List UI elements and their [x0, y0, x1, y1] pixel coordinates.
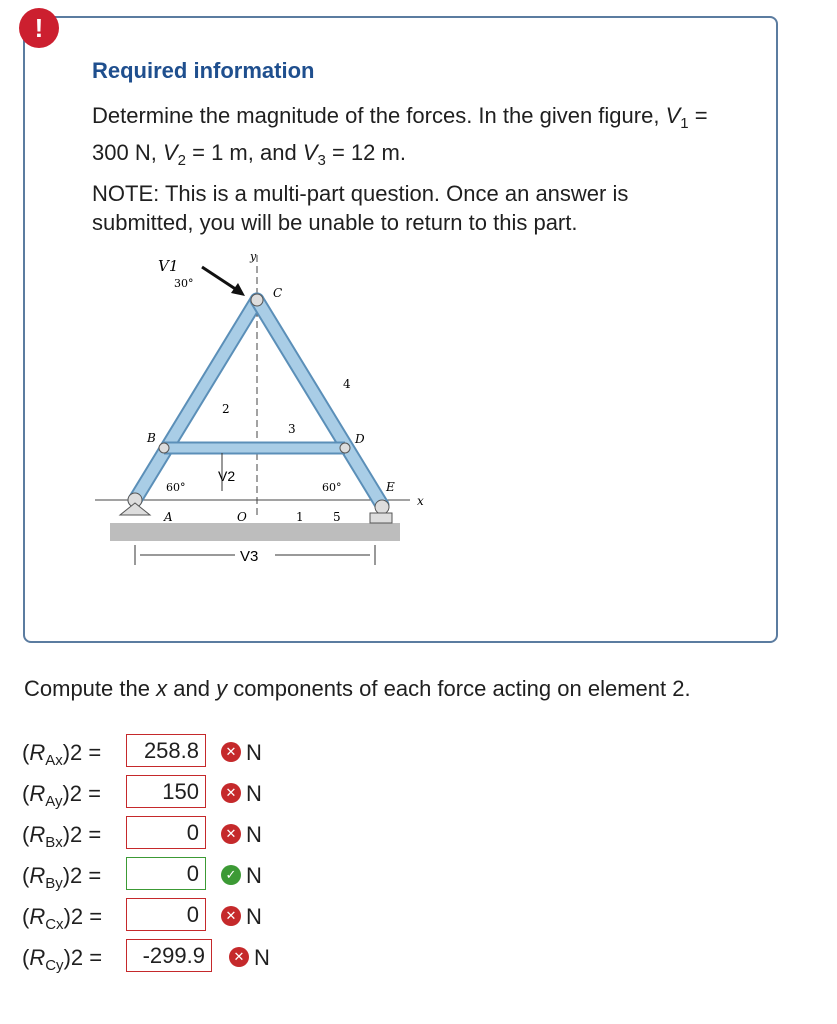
answer-sub: Bx — [45, 834, 63, 851]
label-c: C — [273, 286, 283, 300]
pin-b — [159, 443, 169, 453]
truss-figure — [90, 245, 435, 585]
answer-sub: Ay — [45, 793, 63, 810]
unit-label: N — [246, 863, 262, 888]
unit-label: N — [246, 904, 262, 929]
var-v2-sub: 2 — [177, 152, 186, 169]
incorrect-icon: ✕ — [221, 783, 241, 803]
label-angle-30: 30° — [174, 277, 194, 290]
answer-suffix: )2 = — [62, 740, 102, 765]
question-text-after: components of each force acting on element 2. — [233, 676, 691, 701]
force-v1-arrow — [202, 267, 240, 292]
answer-suffix: )2 = — [63, 945, 103, 970]
support-a — [120, 503, 150, 515]
label-v3: V3 — [240, 548, 259, 565]
prompt-intro: Determine the magnitude of the forces. In the given figure, — [92, 103, 660, 128]
label-member-5: 5 — [333, 510, 341, 524]
var-v2: V — [162, 140, 178, 165]
answer-var: R — [29, 781, 46, 806]
answer-sub: Cy — [45, 957, 64, 974]
support-e — [370, 513, 392, 523]
answer-var: R — [29, 904, 46, 929]
answer-label: $(R_{Ay})2$ = — [22, 781, 101, 810]
label-member-2: 2 — [222, 402, 230, 416]
question-text-before: Compute the — [24, 676, 150, 701]
answer-label: $(R_{Bx})2$ = — [22, 822, 102, 851]
answer-label: $(R_{By})2$ = — [22, 863, 102, 892]
incorrect-icon: ✕ — [221, 824, 241, 844]
label-member-4: 4 — [343, 377, 351, 391]
answer-sub: Ax — [45, 752, 63, 769]
problem-statement — [92, 101, 732, 237]
answer-suffix: )2 = — [63, 904, 103, 929]
answer-label: $(R_{Cx})2$ = — [22, 904, 103, 933]
pin-e — [375, 500, 389, 514]
var-v1: V — [665, 103, 681, 128]
answer-suffix: )2 = — [62, 822, 102, 847]
correct-check-icon: ✓ — [221, 865, 241, 885]
required-info-title: Required information — [92, 58, 315, 83]
incorrect-icon: ✕ — [229, 947, 249, 967]
answer-label: $(R_{Ax})2$ = — [22, 740, 102, 769]
label-v1: V1 — [158, 257, 179, 275]
label-e: E — [386, 480, 395, 494]
unit-label: N — [254, 945, 270, 970]
note-text: NOTE: This is a multi-part question. Once an answer is submitted, you will be unable to return to this part. — [92, 181, 629, 235]
unit-label: N — [246, 740, 262, 765]
answer-input-rbx[interactable]: 0 — [126, 816, 206, 849]
label-a: A — [164, 510, 173, 524]
v2-value: = 1 m, and — [192, 140, 297, 165]
label-angle-left: 60° — [166, 481, 186, 494]
incorrect-icon: ✕ — [221, 906, 241, 926]
incorrect-icon: ✕ — [221, 742, 241, 762]
var-v3: V — [302, 140, 318, 165]
alert-icon: ! — [19, 8, 59, 48]
var-v1-sub: 1 — [680, 115, 689, 132]
unit-label: N — [246, 822, 262, 847]
ground-base — [110, 523, 400, 541]
answer-suffix: )2 = — [62, 863, 102, 888]
answer-var: R — [29, 863, 46, 888]
v1-value: = 300 N, — [92, 103, 708, 165]
answer-sub: By — [45, 875, 63, 892]
answer-var: R — [29, 945, 46, 970]
answer-label: $(R_{Cy})2$ = — [22, 945, 103, 974]
label-member-3: 3 — [288, 422, 296, 436]
label-d: D — [355, 432, 365, 446]
answer-input-rcx[interactable]: 0 — [126, 898, 206, 931]
v3-value: = 12 m. — [331, 140, 406, 165]
answer-input-rax[interactable]: 258.8 — [126, 734, 206, 767]
var-v3-sub: 3 — [317, 152, 326, 169]
label-y-axis: y — [250, 250, 257, 263]
member-4 — [257, 300, 382, 505]
answer-input-ray[interactable]: 150 — [126, 775, 206, 808]
label-b: B — [147, 431, 156, 445]
answer-input-rcy[interactable]: -299.9 — [126, 939, 212, 972]
question-x-var: x — [156, 676, 168, 701]
label-v2: V2 — [218, 468, 236, 484]
label-o: O — [237, 510, 247, 524]
label-x-axis: x — [417, 494, 424, 508]
answer-sub: Cx — [45, 916, 64, 933]
question-y-var: y — [216, 676, 228, 701]
answer-var: R — [29, 822, 46, 847]
answer-input-rby[interactable]: 0 — [126, 857, 206, 890]
member-2 — [135, 300, 257, 500]
pin-d — [340, 443, 350, 453]
question-text — [24, 676, 691, 702]
label-angle-right: 60° — [322, 481, 342, 494]
label-member-1: 1 — [296, 510, 304, 524]
force-v1-arrowhead — [231, 283, 245, 296]
pin-c — [251, 294, 263, 306]
unit-label: N — [246, 781, 262, 806]
answer-var: R — [29, 740, 46, 765]
question-text-mid: and — [173, 676, 210, 701]
answer-suffix: )2 = — [62, 781, 101, 806]
